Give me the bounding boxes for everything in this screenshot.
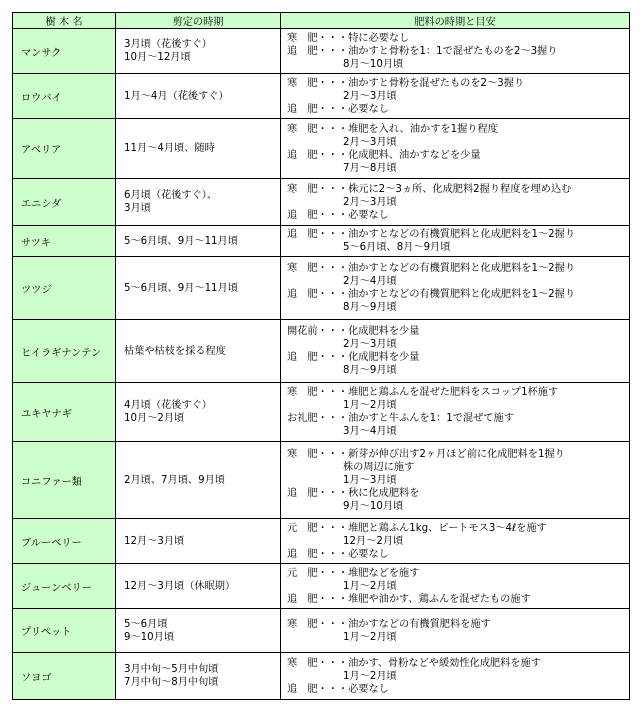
- fertilizer-period-line: 3月～4月頃: [343, 426, 397, 437]
- table-row: [13, 119, 630, 179]
- pruning-period-line: 11月～4月頃、随時: [124, 143, 215, 154]
- pruning-period-cell: [116, 653, 281, 700]
- fertilizer-period-line: 1月～2月頃: [343, 580, 397, 592]
- tree-name-cell: エニシダ: [13, 179, 116, 226]
- fertilizer-period-line: 株の周辺に施す: [343, 461, 415, 473]
- table-row: [13, 653, 630, 700]
- fertilizer-period-line: 寒 肥・・・特に必要なし: [287, 32, 410, 44]
- fertilizer-period-line: 寒 肥・・・油かすと骨粉を混ぜたものを2～3握り: [287, 77, 525, 89]
- fertilizer-period-cell: [281, 257, 630, 320]
- fertilizer-period-line: 1月～2月頃: [343, 670, 397, 682]
- tree-name-cell: ソヨゴ: [13, 653, 116, 700]
- pruning-period-cell: [116, 320, 281, 383]
- header-tree-name: 樹 木 名: [13, 13, 116, 29]
- table-row: [13, 257, 630, 320]
- fertilizer-period-cell: [281, 519, 630, 564]
- table-row: [13, 564, 630, 609]
- pruning-period-cell: [116, 179, 281, 226]
- fertilizer-period-line: 元 肥・・・堆肥などを施す: [287, 567, 420, 579]
- pruning-period-cell: [116, 609, 281, 653]
- fertilizer-period-line: 開花前・・・化成肥料を少量: [287, 326, 420, 337]
- tree-name-cell: ロウバイ: [13, 74, 116, 119]
- fertilizer-period-line: 追 肥・・・堆肥や油かす、鶏ふんを混ぜたもの施す: [287, 593, 531, 605]
- fertilizer-period-line: 寒 肥・・・油かすとなどの有機質肥料と化成肥料を1～2握り: [287, 263, 576, 274]
- tree-name-cell: アベリア: [13, 119, 116, 179]
- pruning-period-cell: [116, 226, 281, 257]
- fertilizer-period-line: 追 肥・・・必要なし: [287, 103, 389, 115]
- table-row: [13, 74, 630, 119]
- fertilizer-period-line: 1月～3月頃: [343, 474, 397, 486]
- pruning-period-cell: [116, 442, 281, 519]
- pruning-period-line: 12月～3月頃: [124, 535, 185, 547]
- pruning-period-cell: [116, 257, 281, 320]
- tree-name-cell: ジューンベリー: [13, 564, 116, 609]
- fertilizer-period-cell: [281, 564, 630, 609]
- fertilizer-period-line: 7月～8月頃: [343, 162, 397, 174]
- fertilizer-period-line: 寒 肥・・・堆肥と鶏ふんを混ぜた肥料をスコップ1杯施す: [287, 387, 559, 398]
- fertilizer-period-line: 寒 肥・・・堆肥を入れ、油かすを1握り程度: [287, 123, 498, 135]
- fertilizer-period-line: 追 肥・・・秋に化成肥料を: [287, 487, 420, 499]
- tree-name-cell: ツツジ: [13, 257, 116, 320]
- pruning-period-line: 5～6月頃、9月～11月頃: [124, 282, 238, 294]
- table-row: [13, 320, 630, 383]
- tree-name-cell: ユキヤナギ: [13, 383, 116, 442]
- pruning-period-line: 3月頃: [124, 203, 151, 214]
- pruning-period-line: 6月頃（花後すぐ）、: [124, 190, 218, 201]
- pruning-period-cell: [116, 564, 281, 609]
- pruning-period-cell: [116, 383, 281, 442]
- fertilizer-period-line: 8月～9月頃: [343, 365, 397, 376]
- fertilizer-period-line: 12月～2月頃: [343, 535, 404, 547]
- fertilizer-period-line: 2月～3月頃: [343, 196, 397, 208]
- table-row: [13, 442, 630, 519]
- pruning-period-cell: [116, 119, 281, 179]
- fertilizer-period-cell: [281, 226, 630, 257]
- header-pruning-period: 剪定の時期: [116, 13, 281, 29]
- fertilizer-period-line: 8月～9月頃: [343, 302, 397, 313]
- header-fertilizer-period: 肥料の時期と目安: [281, 13, 630, 29]
- table-row: [13, 609, 630, 653]
- table-row: [13, 226, 630, 257]
- pruning-period-line: 1月～4月（花後すぐ）: [124, 90, 229, 102]
- table-row: [13, 519, 630, 564]
- fertilizer-period-line: 元 肥・・・堆肥と鶏ふん1kg、ピートモス3～4ℓを施す: [287, 522, 547, 534]
- fertilizer-period-line: 2月～4月頃: [343, 276, 397, 287]
- fertilizer-period-line: 2月～3月頃: [343, 136, 397, 148]
- tree-name-cell: プリペット: [13, 609, 116, 653]
- fertilizer-period-cell: [281, 74, 630, 119]
- fertilizer-period-line: 寒 肥・・・新芽が伸び出す2ヶ月ほど前に化成肥料を1握り: [287, 448, 565, 460]
- pruning-period-line: 12月～3月頃（休眠期）: [124, 580, 236, 592]
- pruning-period-line: 10月～2月頃: [124, 413, 185, 424]
- fertilizer-period-line: 追 肥・・・必要なし: [287, 548, 389, 560]
- pruning-period-line: 3月中旬～5月中旬頃: [124, 664, 219, 675]
- tree-name-cell: サツキ: [13, 226, 116, 257]
- fertilizer-period-line: 追 肥・・・必要なし: [287, 209, 389, 221]
- table-body: [13, 29, 630, 700]
- table-row: [13, 179, 630, 226]
- pruning-fertilizer-table: [12, 12, 630, 700]
- fertilizer-period-line: 8月～10月頃: [343, 58, 404, 70]
- pruning-period-line: 9～10月頃: [124, 631, 175, 643]
- fertilizer-period-cell: [281, 179, 630, 226]
- header-row: [13, 13, 630, 29]
- tree-name-cell: コニファー類: [13, 442, 116, 519]
- fertilizer-period-line: 2月～3月頃: [343, 90, 397, 102]
- fertilizer-period-line: 2月～3月頃: [343, 339, 397, 350]
- pruning-period-cell: [116, 29, 281, 74]
- pruning-period-line: 5～6月頃、9月～11月頃: [124, 235, 238, 247]
- tree-name-cell: ヒイラギナンテン: [13, 320, 116, 383]
- pruning-period-line: 枯葉や枯枝を採る程度: [124, 345, 226, 357]
- fertilizer-period-line: 9月～10月頃: [343, 500, 404, 512]
- fertilizer-period-line: 追 肥・・・化成肥料、油かすなどを少量: [287, 149, 481, 161]
- tree-name-cell: マンサク: [13, 29, 116, 74]
- pruning-period-line: 7月中旬～8月中旬頃: [124, 677, 219, 688]
- pruning-period-line: 3月頃（花後すぐ）: [124, 39, 212, 50]
- fertilizer-period-line: 追 肥・・・化成肥料を少量: [287, 352, 420, 363]
- fertilizer-period-cell: [281, 383, 630, 442]
- fertilizer-period-line: 追 肥・・・油かすとなどの有機質肥料と化成肥料を1～2握り: [287, 229, 576, 240]
- fertilizer-period-line: 寒 肥・・・油かすなどの有機質肥料を施す: [287, 618, 491, 630]
- fertilizer-period-line: 寒 肥・・・油かす、骨粉などや緩効性化成肥料を施す: [287, 657, 541, 669]
- fertilizer-period-line: 5～6月頃、8月～9月頃: [343, 242, 451, 253]
- fertilizer-period-line: 追 肥・・・必要なし: [287, 683, 389, 695]
- table-row: [13, 383, 630, 442]
- fertilizer-period-cell: [281, 119, 630, 179]
- tree-name-cell: ブルーベリー: [13, 519, 116, 564]
- table-row: [13, 29, 630, 74]
- pruning-period-cell: [116, 519, 281, 564]
- fertilizer-period-line: お礼肥・・・油かすと牛ふんを1：1で混ぜて施す: [287, 413, 514, 424]
- fertilizer-period-line: 寒 肥・・・株元に2～3ヵ所、化成肥料2握り程度を埋め込む: [287, 183, 572, 195]
- pruning-period-line: 2月頃、7月頃、9月頃: [124, 474, 225, 486]
- fertilizer-period-line: 追 肥・・・油かすとなどの有機質肥料と化成肥料を1～2握り: [287, 289, 576, 300]
- pruning-period-line: 10月～12月頃: [124, 52, 191, 63]
- fertilizer-period-cell: [281, 653, 630, 700]
- pruning-period-line: 5～6月頃: [124, 618, 168, 630]
- fertilizer-period-line: 1月～2月頃: [343, 631, 397, 643]
- fertilizer-period-line: 追 肥・・・油かすと骨粉を1：1で混ぜたものを2～3握り: [287, 45, 558, 57]
- pruning-period-cell: [116, 74, 281, 119]
- fertilizer-period-cell: [281, 29, 630, 74]
- fertilizer-period-cell: [281, 320, 630, 383]
- fertilizer-period-cell: [281, 609, 630, 653]
- fertilizer-period-line: 1月～2月頃: [343, 400, 397, 411]
- pruning-period-line: 4月頃（花後すぐ）: [124, 400, 212, 411]
- fertilizer-period-cell: [281, 442, 630, 519]
